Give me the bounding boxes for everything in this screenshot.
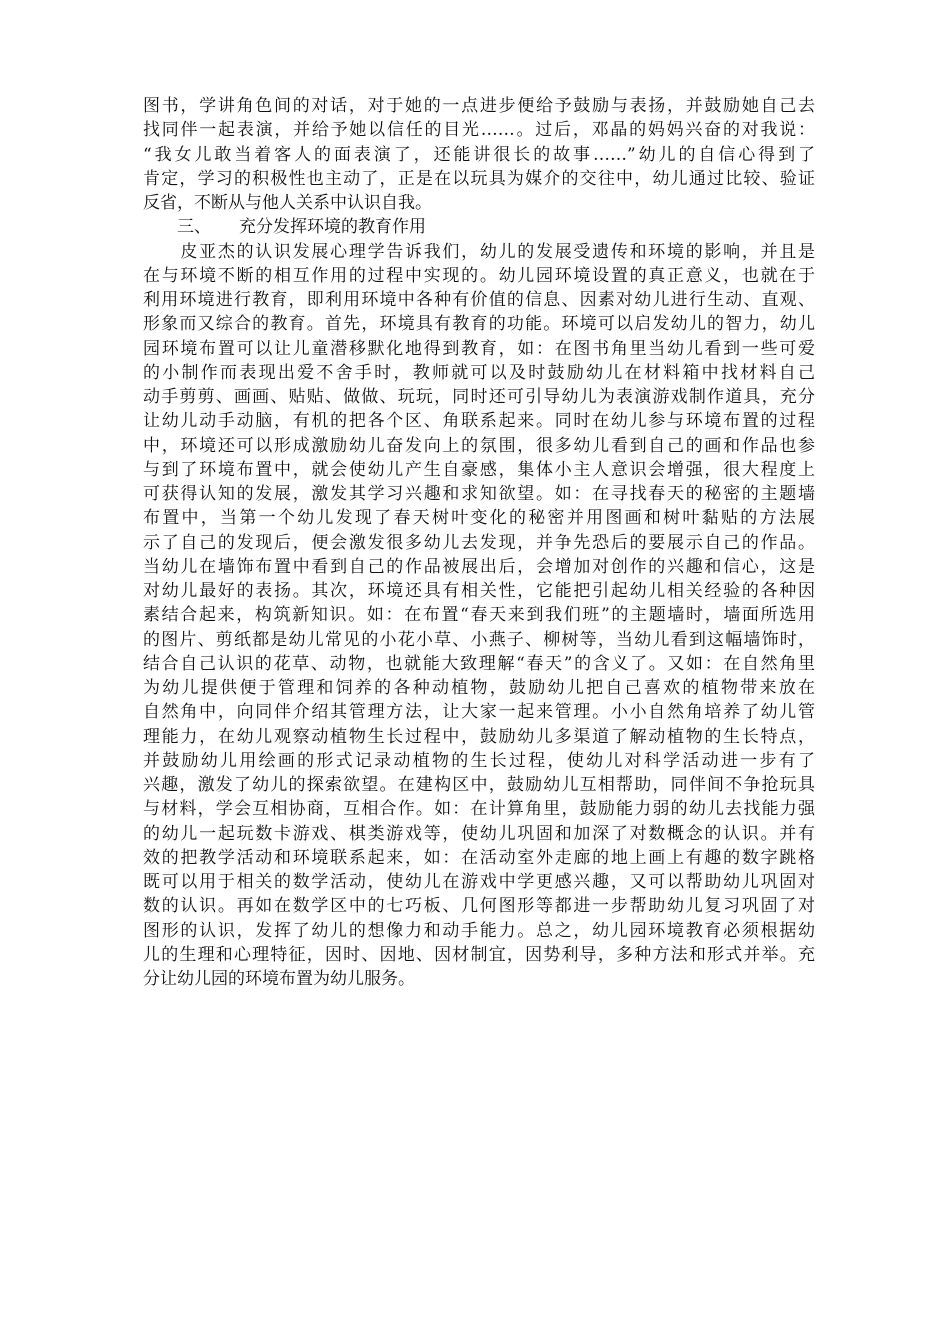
text-line: 与到了环境布置中，就会使幼儿产生自豪感，集体小主人意识会增强，很大程度上: [143, 459, 815, 480]
text-line: 自然角中，向同伴介绍其管理方法，让大家一起来管理。小小自然角培养了幼儿管: [143, 702, 815, 723]
text-line: 中，环境还可以形成激励幼儿奋发向上的氛围，很多幼儿看到自己的画和作品也参: [143, 435, 815, 456]
text-line: 在与环境不断的相互作用的过程中实现的。幼儿园环境设置的真正意义，也就在于: [143, 265, 815, 286]
paragraph-environment: [143, 240, 815, 992]
text-line: 结合自己认识的花草、动物，也就能大致理解“春天”的含义了。又如：在自然角里: [143, 653, 815, 674]
text-line: 图书，学讲角色间的对话，对于她的一点进步便给予鼓励与表扬，并鼓励她自己去: [143, 96, 815, 116]
section-title: 充分发挥环境的教育作用: [239, 217, 426, 238]
text-line: 动手剪剪、画画、贴贴、做做、玩玩，同时还可引导幼儿为表演游戏制作道具，充分: [143, 387, 815, 407]
text-line: 效的把教学活动和环境联系起来，如：在活动室外走廊的地上画上有趣的数字跳格: [143, 847, 815, 868]
text-line: 并鼓励幼儿用绘画的形式记录动植物的生长过程，使幼儿对科学活动进一步有了: [143, 750, 815, 771]
text-line: 儿的生理和心理特征，因时、因地、因材制宜，因势利导，多种方法和形式并举。充: [143, 944, 815, 965]
text-line: 与材料，学会互相协商，互相合作。如：在计算角里，鼓励能力弱的幼儿去找能力强: [143, 799, 815, 820]
text-line: 示了自己的发现后，便会激发很多幼儿去发现，并争先恐后的要展示自己的作品。: [143, 532, 815, 553]
text-line: 为幼儿提供便于管理和饲养的各种动植物，鼓励幼儿把自己喜欢的植物带来放在: [143, 678, 815, 698]
text-line: “我女儿敢当着客人的面表演了，还能讲很长的故事……”幼儿的自信心得到了: [143, 144, 815, 165]
text-line: 兴趣，激发了幼儿的探索欲望。在建构区中，鼓励幼儿互相帮助，同伴间不争抢玩具: [143, 775, 815, 795]
paragraph-continuation: [143, 94, 815, 215]
text-line: 形象而又综合的教育。首先，环境具有教育的功能。环境可以启发幼儿的智力，幼儿: [143, 314, 815, 335]
text-line: 肯定，学习的积极性也主动了，正是在以玩具为媒介的交往中，幼儿通过比较、验证: [143, 168, 815, 189]
text-line: 反省，不断从与他人关系中认识自我。: [143, 193, 432, 213]
text-line: 数的认识。再如在数学区中的七巧板、几何图形等都进一步帮助幼儿复习巩固了对: [143, 896, 815, 917]
text-line: 当幼儿在墙饰布置中看到自己的作品被展出后，会增加对创作的兴趣和信心，这是: [143, 556, 815, 577]
text-line: 园环境布置可以让儿童潜移默化地得到教育，如：在图书角里当幼儿看到一些可爱: [143, 338, 815, 359]
text-line: 的幼儿一起玩数卡游戏、棋类游戏等，使幼儿巩固和加深了对数概念的认识。并有: [143, 823, 815, 844]
text-line: 让幼儿动手动脑，有机的把各个区、角联系起来。同时在幼儿参与环境布置的过程: [143, 411, 815, 432]
section-heading: [143, 215, 815, 239]
text-line: 皮亚杰的认识发展心理学告诉我们，幼儿的发展受遗传和环境的影响，并且是: [143, 241, 815, 262]
text-line: 既可以用于相关的数学活动，使幼儿在游戏中学更感兴趣，又可以帮助幼儿巩固对: [143, 872, 815, 892]
text-line: 对幼儿最好的表扬。其次，环境还具有相关性，它能把引起幼儿相关经验的各种因: [143, 581, 815, 601]
text-line: 分让幼儿园的环境布置为幼儿服务。: [143, 969, 415, 989]
text-line: 素结合起来，构筑新知识。如：在布置“春天来到我们班”的主题墙时，墙面所选用: [143, 605, 815, 626]
text-line: 可获得认知的发展，激发其学习兴趣和求知欲望。如：在寻找春天的秘密的主题墙: [143, 484, 815, 504]
document-page: [143, 94, 815, 991]
text-line: 理能力，在幼儿观察动植物生长过程中，鼓励幼儿多渠道了解动植物的生长特点，: [143, 726, 815, 747]
text-line: 的图片、剪纸都是幼儿常见的小花小草、小燕子、柳树等，当幼儿看到这幅墙饰时，: [143, 629, 815, 650]
text-line: 图形的认识，发挥了幼儿的想像力和动手能力。总之，幼儿园环境教育必须根据幼: [143, 920, 815, 941]
text-line: 布置中，当第一个幼儿发现了春天树叶变化的秘密并用图画和树叶黏贴的方法展: [143, 508, 815, 529]
text-line: 的小制作而表现出爱不舍手时，教师就可以及时鼓励幼儿在材料箱中找材料自己: [143, 362, 815, 383]
text-line: 利用环境进行教育，即利用环境中各种有价值的信息、因素对幼儿进行生动、直观、: [143, 290, 815, 310]
text-line: 找同伴一起表演，并给予她以信任的目光……。过后，邓晶的妈妈兴奋的对我说：: [143, 120, 815, 141]
section-number: 三、: [177, 217, 211, 238]
